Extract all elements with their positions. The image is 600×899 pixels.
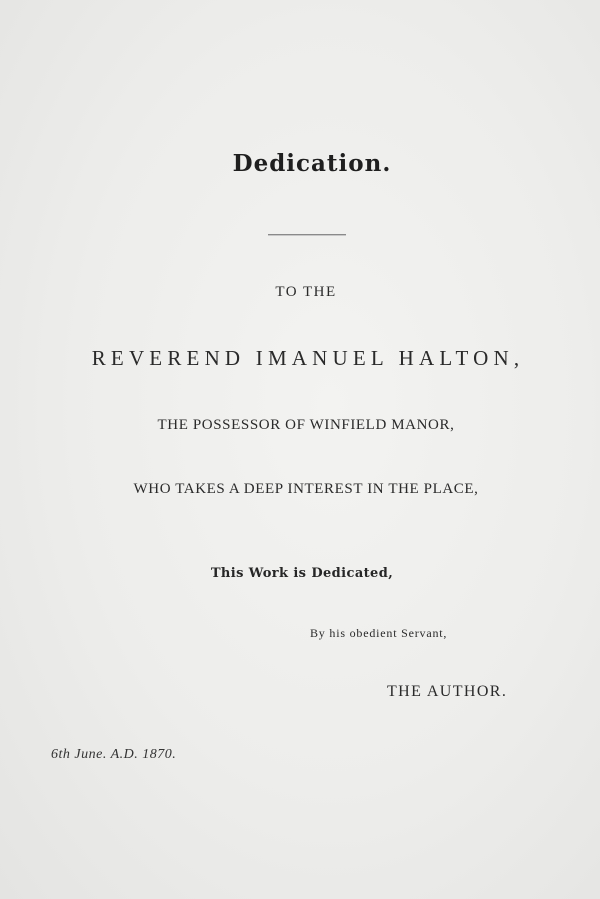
title-divider	[268, 234, 346, 236]
to-the-line: TO THE	[275, 284, 337, 300]
author-signature: THE AUTHOR.	[387, 683, 508, 700]
date-line: 6th June. A.D. 1870.	[51, 747, 177, 762]
possessor-line: THE POSSESSOR OF WINFIELD MANOR,	[157, 417, 455, 433]
dedicatee-name: REVEREND IMANUEL HALTON,	[91, 346, 525, 370]
servant-line: By his obedient Servant,	[310, 626, 448, 640]
interest-line: WHO TAKES A DEEP INTEREST IN THE PLACE,	[133, 481, 479, 497]
page-title: Dedication.	[232, 150, 392, 177]
dedicated-line: This Work is Dedicated,	[210, 566, 394, 581]
